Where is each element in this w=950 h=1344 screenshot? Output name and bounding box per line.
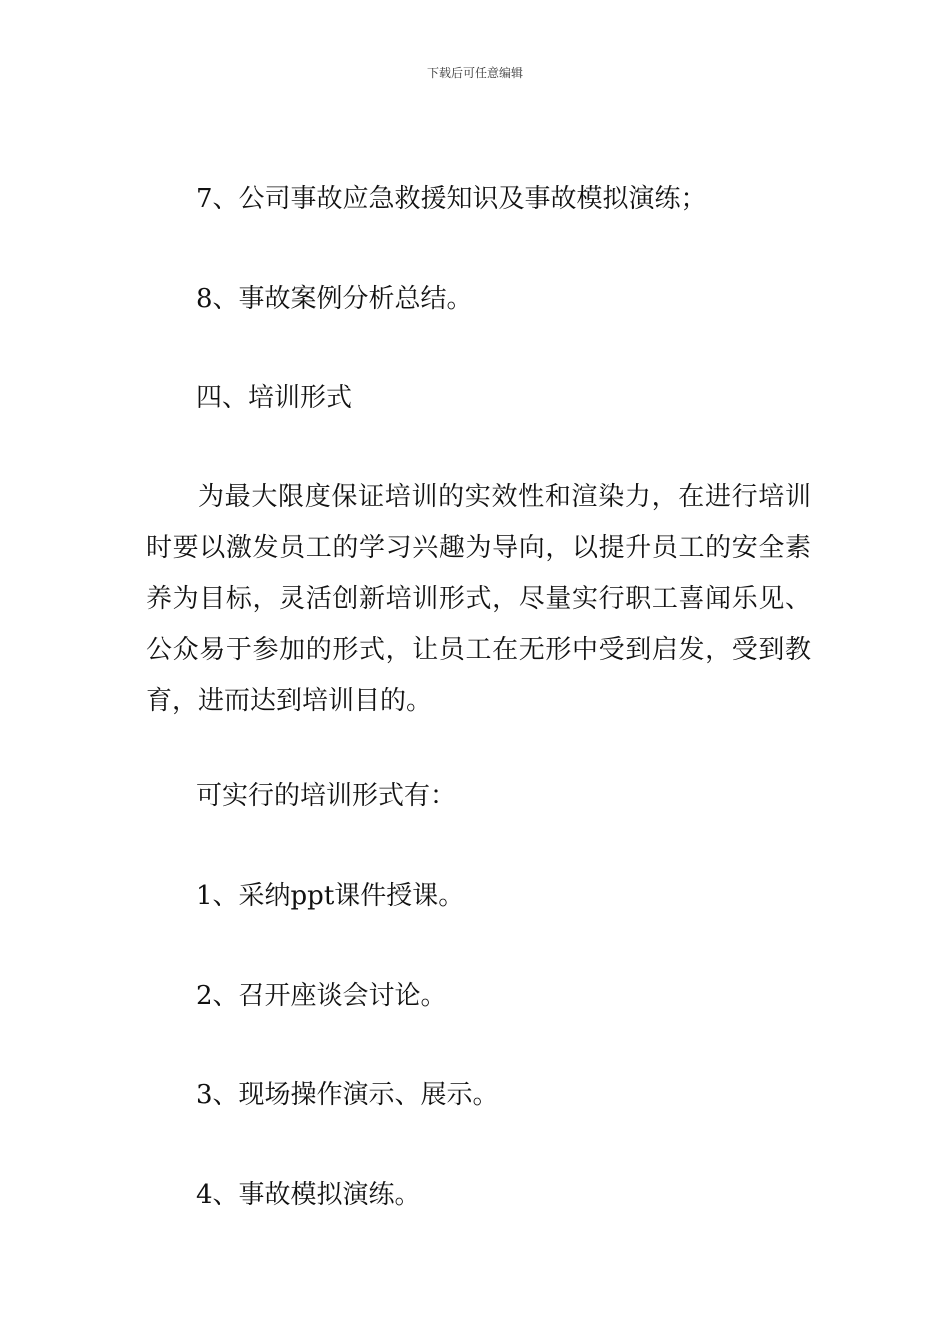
- list-item-8: 8、事故案例分析总结。: [196, 284, 473, 314]
- section-heading: 四、培训形式: [196, 383, 353, 413]
- form-item-2: 2、召开座谈会讨论。: [196, 981, 447, 1011]
- form-item-1: 1、采纳ppt课件授课。: [196, 881, 465, 911]
- page-header: 下载后可任意编辑: [426, 66, 523, 80]
- body-paragraph: 为最大限度保证培训的实效性和渲染力，在进行培训时要以激发员工的学习兴趣为导向，以提升员工的安全素养为目标，灵活创新培训形式，尽量实行职工喜闻乐见、公众易于参加的形式，让员工在无形中受到启发，受到教育，进而达到培训目的。: [146, 482, 811, 716]
- form-item-3: 3、现场操作演示、展示。: [196, 1080, 499, 1110]
- form-item-4: 4、事故模拟演练。: [196, 1180, 421, 1210]
- forms-intro: 可实行的培训形式有：: [196, 781, 457, 811]
- list-item-7: 7、公司事故应急救援知识及事故模拟演练；: [196, 184, 707, 214]
